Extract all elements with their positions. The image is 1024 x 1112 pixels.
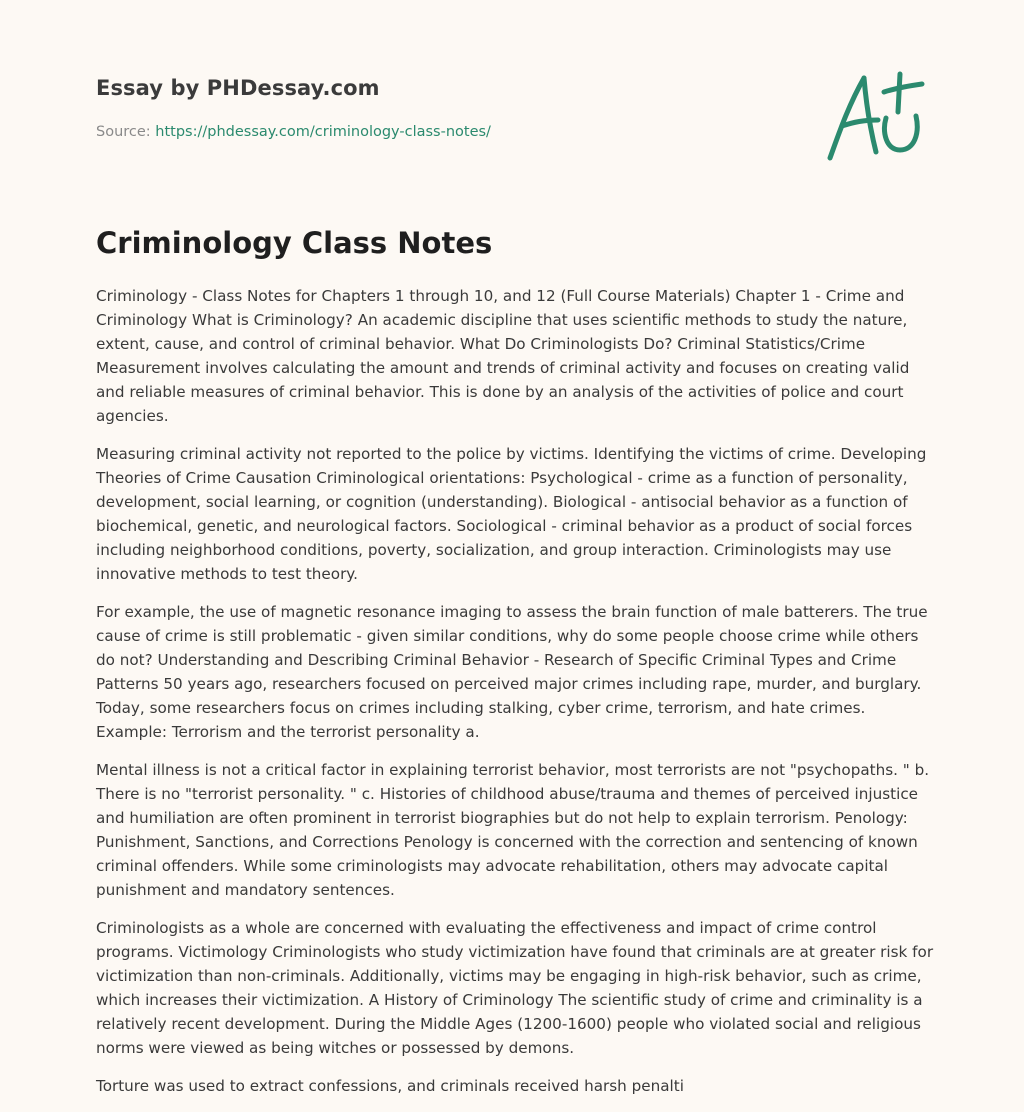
essay-paragraph: Measuring criminal activity not reported to the police by victims. Identifying the victims of crime. Developing Theories of Crime Causation Criminological orientations: Psychological - crime as a function of personality, development, social learning, or cognition (understanding). Biological - antisocial behavior as a function of biochemical, genetic, and neurological factors. Sociological - criminal behavior as a product of social forces including neighborhood conditions, poverty, socialization, and group interaction. Criminologists may use innovative methods to test theory. [96,445,927,583]
essay-paragraph: Criminologists as a whole are concerned with evaluating the effectiveness and impact of crime control programs. Victimology Criminologists who study victimization have found that criminals are at greater risk for victimization than non-criminals. Additionally, victims may be engaging in high-risk behavior, such as crime, which increases their victimization. A History of Criminology The scientific study of crime and criminality is a relatively recent development. During the Middle Ages (1200-1600) people who violated social and religious norms were viewed as being witches or possessed by demons. [96,919,934,1057]
essay-paragraph: Torture was used to extract confessions, and criminals received harsh penalti [96,1077,684,1095]
a-plus-logo-icon [820,66,930,166]
essay-paragraph: Criminology - Class Notes for Chapters 1 through 10, and 12 (Full Course Materials) Chapter 1 - Crime and Criminology What is Criminology? An academic discipline that uses scientific methods to study the nature, extent, cause, and control of criminal behavior. What Do Criminologists Do? Criminal Statistics/Crime Measurement involves calculating the amount and trends of criminal activity and focuses on creating valid and reliable measures of criminal behavior. This is done by an analysis of the activities of police and court agencies. [96,287,910,425]
site-brand: Essay by PHDessay.com [96,76,380,100]
source-link[interactable]: https://phdessay.com/criminology-class-notes/ [155,124,491,140]
source-line [96,124,491,140]
essay-title: Criminology Class Notes [96,226,493,260]
essay-paragraph: For example, the use of magnetic resonance imaging to assess the brain function of male batterers. The true cause of crime is still problematic - given similar conditions, why do some people choose crime while others do not? Understanding and Describing Criminal Behavior - Research of Specific Criminal Types and Crime Patterns 50 years ago, researchers focused on perceived major crimes including rape, murder, and burglary. Today, some researchers focus on crimes including stalking, cyber crime, terrorism, and hate crimes. Example: Terrorism and the terrorist personality a. [96,603,928,741]
essay-paragraph: Mental illness is not a critical factor in explaining terrorist behavior, most terrorists are not "psychopaths. " b. There is no "terrorist personality. " c. Histories of childhood abuse/trauma and themes of perceived injustice and humiliation are often prominent in terrorist biographies but do not help to explain terrorism. Penology: Punishment, Sanctions, and Corrections Penology is concerned with the correction and sentencing of known criminal offenders. While some criminologists may advocate rehabilitation, others may advocate capital punishment and mandatory sentences. [96,761,930,899]
essay-body [96,284,934,1112]
source-label: Source: [96,124,151,140]
